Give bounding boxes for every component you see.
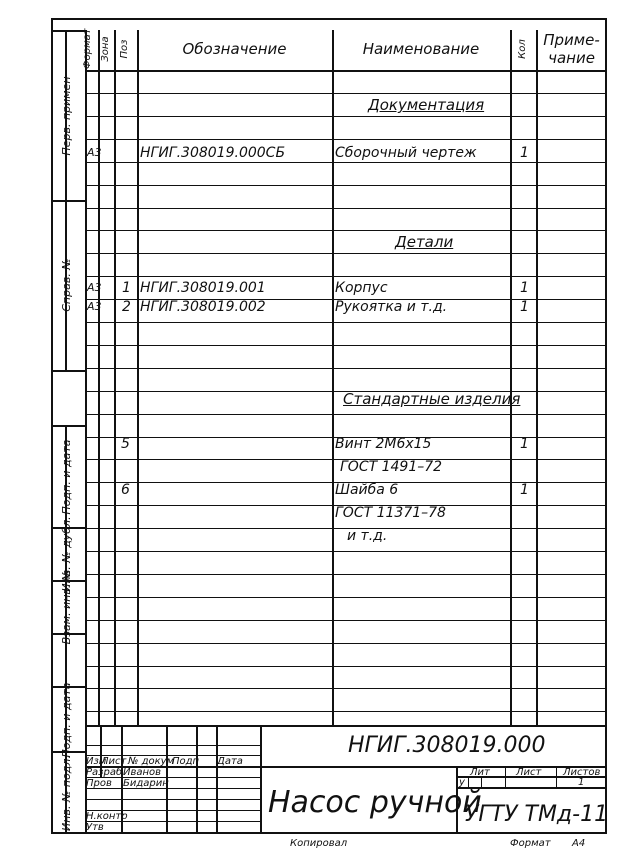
row-name: Корпус — [335, 280, 388, 296]
row-divider — [85, 162, 607, 163]
row-designation: НГИГ.308019.000СБ — [140, 145, 286, 161]
row-divider — [85, 322, 607, 323]
row-divider — [85, 643, 607, 644]
label-nkontr: Н.контр — [86, 811, 128, 822]
organization: УГТУ ТМд-11 — [465, 802, 609, 827]
label-sheet: Лист — [516, 767, 542, 778]
row-qty: 1 — [520, 145, 529, 161]
row-divider — [85, 711, 607, 712]
row-qty: 1 — [520, 482, 529, 498]
section-standard: Стандартные изделия — [343, 390, 521, 408]
footer-format-label: Формат — [510, 838, 551, 849]
row-format: А3 — [87, 281, 102, 294]
side-label-inv-dubl: Инв. № дубл. — [60, 516, 73, 592]
row-divider — [85, 139, 607, 140]
row-divider — [85, 666, 607, 667]
row-divider — [85, 253, 607, 254]
row-divider — [85, 276, 607, 277]
row-pos: 1 — [122, 280, 131, 296]
side-label-perv-primen: Перв. примен — [60, 76, 73, 156]
row-divider — [85, 597, 607, 598]
row-qty: 1 — [520, 436, 529, 452]
row-divider — [85, 368, 607, 369]
row-format: А3 — [87, 300, 102, 313]
row-divider — [85, 230, 607, 231]
col-header-designation: Обозначение — [182, 40, 287, 58]
row-divider — [85, 688, 607, 689]
footer-kopiroval: Копировал — [290, 838, 348, 849]
section-details: Детали — [395, 233, 454, 251]
label-razrab: Разраб — [86, 767, 123, 778]
row-designation: НГИГ.308019.002 — [140, 299, 266, 315]
row-divider — [85, 116, 607, 117]
row-qty: 1 — [520, 280, 529, 296]
row-pos: 6 — [121, 482, 130, 498]
label-lit: Лит — [470, 767, 490, 778]
label-data: Дата — [217, 756, 243, 767]
row-name: Сборочный чертеж — [335, 145, 477, 161]
side-label-podp-data-2: Подп. и дата — [60, 682, 73, 758]
value-razrab: Иванов — [123, 767, 162, 778]
row-divider — [85, 574, 607, 575]
row-divider — [85, 208, 607, 209]
label-prov: Пров — [86, 778, 112, 789]
document-title: Насос ручной — [268, 785, 482, 820]
label-izm: Изм — [86, 756, 107, 767]
row-name: Винт 2М6х15 — [335, 436, 432, 452]
col-header-qty: Кол — [517, 39, 528, 59]
col-header-note-2: чание — [548, 49, 595, 67]
row-name: Рукоятка и т.д. — [335, 299, 448, 315]
row-divider — [85, 414, 607, 415]
value-lit: у — [459, 777, 465, 788]
row-divider — [85, 345, 607, 346]
row-divider — [85, 185, 607, 186]
value-sheets: 1 — [578, 777, 585, 788]
side-label-podp-data-1: Подп. и дата — [60, 439, 73, 515]
value-prov: Бидарин — [123, 778, 169, 789]
side-label-vzam-inv: Взам. инв. № — [60, 569, 73, 645]
row-name: и т.д. — [347, 528, 388, 544]
label-ndokum: № докум — [128, 756, 175, 767]
doc-number: НГИГ.308019.000 — [348, 733, 546, 758]
col-header-format: Формат — [82, 28, 93, 69]
label-podp: Подп — [172, 756, 200, 767]
side-label-sprav: Справ. № — [60, 258, 73, 312]
section-documentation: Документация — [368, 96, 485, 114]
col-header-name: Наименование — [362, 40, 480, 58]
label-list-col: Лист — [101, 756, 127, 767]
row-pos: 5 — [121, 436, 130, 452]
col-header-zone: Зона — [100, 36, 111, 62]
row-name: ГОСТ 1491–72 — [340, 459, 443, 475]
label-utv: Утв — [86, 822, 104, 833]
row-pos: 2 — [122, 299, 131, 315]
row-format: А3 — [87, 146, 102, 159]
row-divider — [85, 93, 607, 94]
row-designation: НГИГ.308019.001 — [140, 280, 266, 296]
label-sheets: Листов — [563, 767, 601, 778]
row-divider — [85, 551, 607, 552]
col-header-pos: Поз — [119, 39, 130, 59]
row-name: Шайба 6 — [335, 482, 399, 498]
row-name: ГОСТ 11371–78 — [335, 505, 446, 521]
row-divider — [85, 620, 607, 621]
row-qty: 1 — [520, 299, 529, 315]
footer-format-value: А4 — [572, 838, 586, 849]
row-divider — [85, 528, 607, 529]
col-header-note-1: Приме- — [543, 31, 600, 49]
side-label-inv-podl: Инв. № подл. — [60, 755, 73, 831]
